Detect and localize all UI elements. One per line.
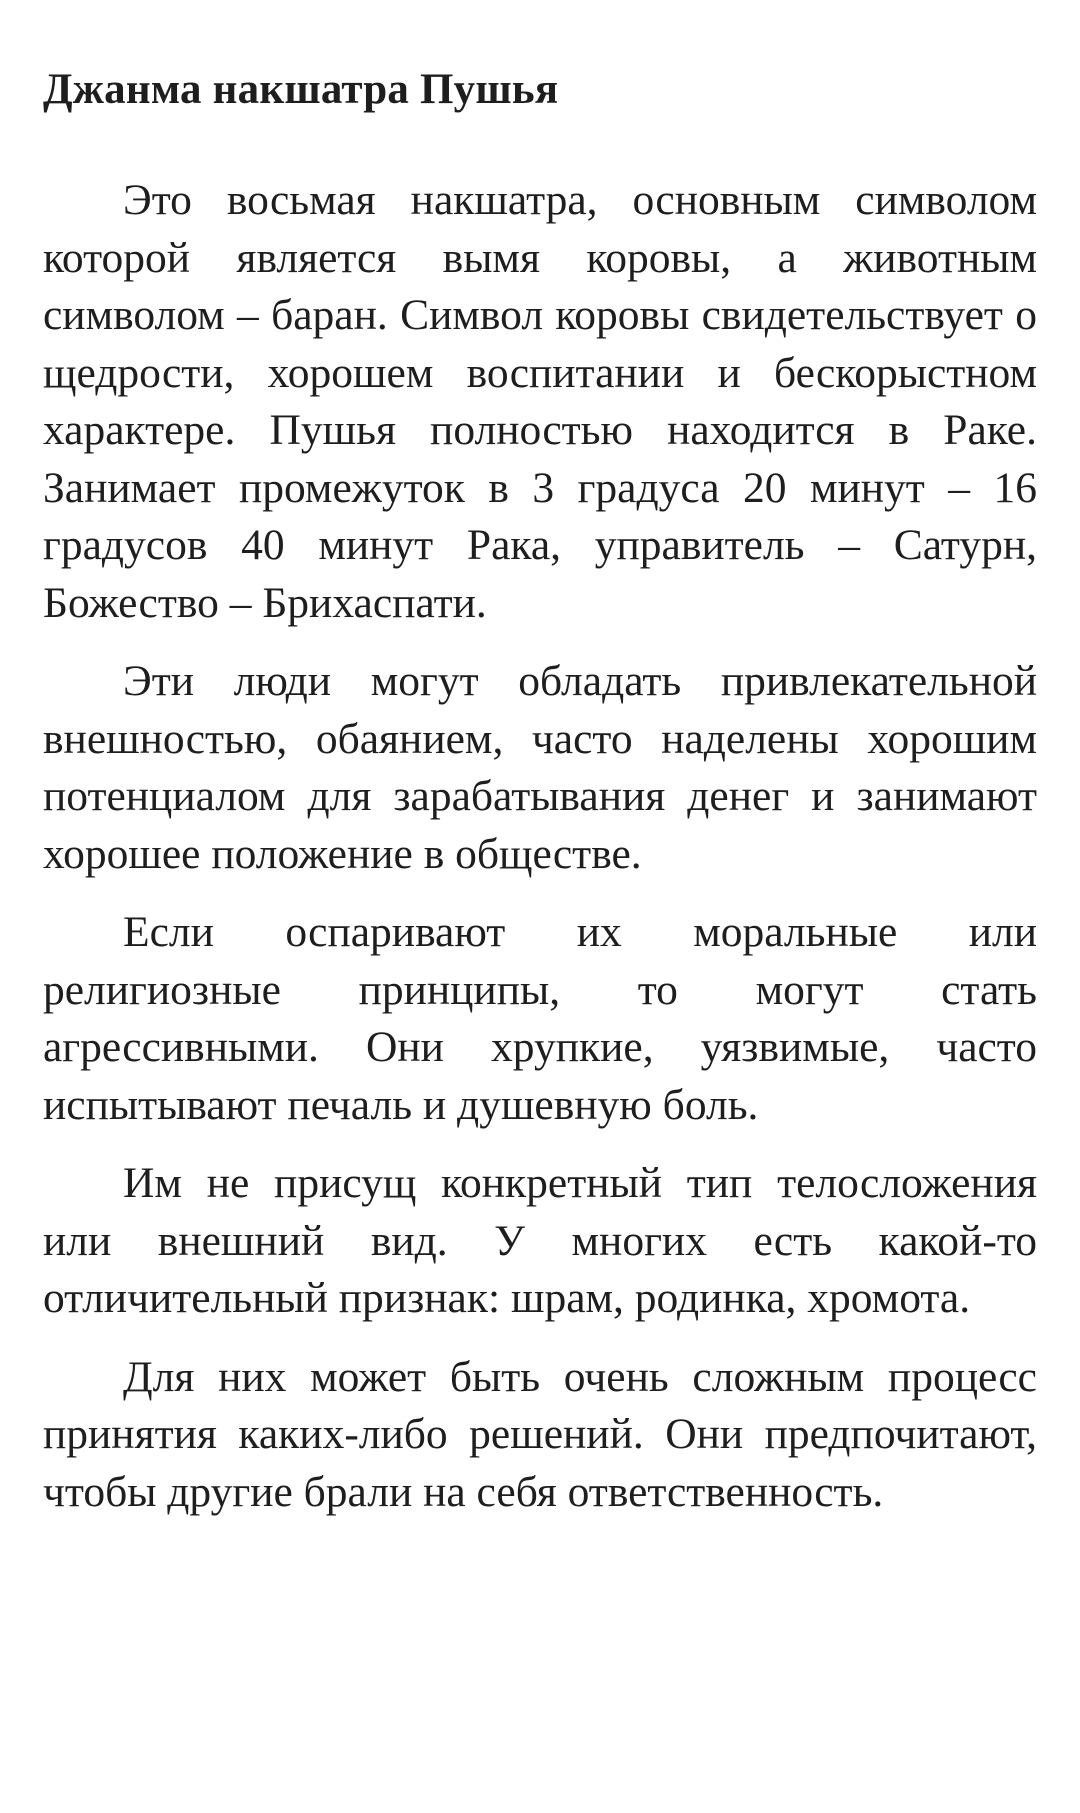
- document-page: [43, 0, 1037, 1542]
- document-title: Джанма накшатра Пушья: [43, 66, 559, 113]
- paragraph: Это восьмая накшатра, основным символом которой является вымя коровы, а животным символом – баран. Символ коровы свидетельствует о щедрости, хорошем воспитании и бескорыстном характере. Пушья полностью находится в Раке. Занимает промежуток в 3 градуса 20 минут – 16 градусов 40 минут Рака, управитель – Сатурн, Божество – Брихаспати.: [43, 176, 1037, 627]
- paragraph: Им не присущ конкретный тип телосложения или внешний вид. У многих есть какой-то отличительный признак: шрам, родинка, хромота.: [43, 1159, 1037, 1322]
- paragraph: Для них может быть очень сложным процесс принятия каких-либо решений. Они предпочитают, чтобы другие брали на себя ответственность.: [43, 1352, 1037, 1516]
- paragraph: Эти люди могут обладать привлекательной внешностью, обаянием, часто наделены хорошим потенциалом для зарабатывания денег и занимают хорошее положение в обществе.: [43, 657, 1037, 878]
- document-body: [43, 172, 1037, 1521]
- paragraph: Если оспаривают их моральные или религиозные принципы, то могут стать агрессивными. Они хрупкие, уязвимые, часто испытывают печаль и душевную боль.: [43, 908, 1037, 1129]
